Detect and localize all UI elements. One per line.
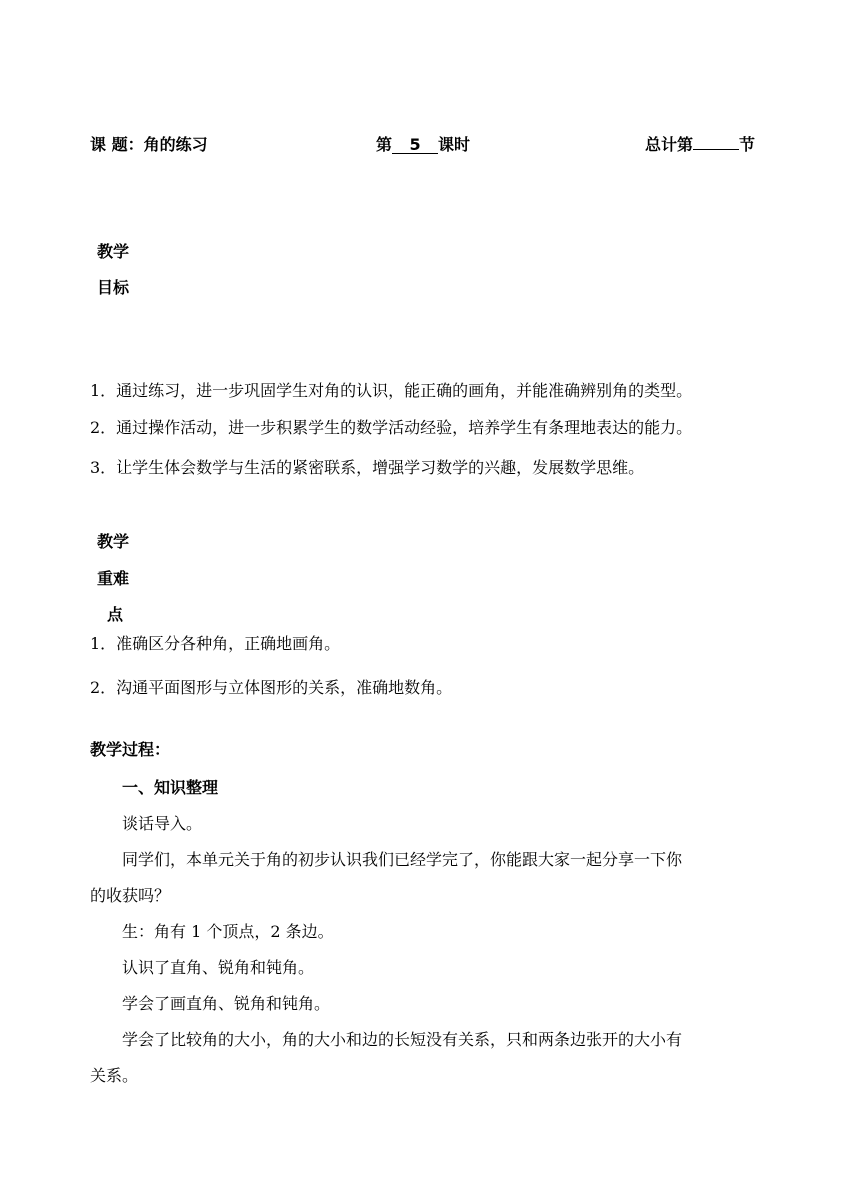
objective-item: 3．让学生体会数学与生活的紧密联系，增强学习数学的兴趣，发展数学思维。 <box>90 458 645 477</box>
teacher-question-line-2: 的收获吗？ <box>90 886 171 905</box>
keypoints-label-2: 重难 <box>97 569 130 588</box>
lesson-number-blank: 5 <box>392 137 438 154</box>
total-prefix: 总计第 <box>645 135 694 154</box>
lesson-prefix: 第 <box>376 135 393 154</box>
objective-item: 2．通过操作活动，进一步积累学生的数学活动经验，培养学生有条理地表达的能力。 <box>90 418 693 437</box>
total-number-blank <box>693 149 739 150</box>
topic-line <box>90 132 208 155</box>
topic-prefix: 课 题： <box>90 135 144 154</box>
process-heading: 教学过程： <box>90 740 171 759</box>
topic-title: 角的练习 <box>143 135 208 154</box>
student-answer-line-2: 关系。 <box>90 1066 139 1085</box>
lesson-number-line <box>376 132 470 155</box>
keypoint-item: 1．准确区分各种角，正确地画角。 <box>90 634 341 653</box>
objectives-label-1: 教学 <box>97 242 130 261</box>
student-answer: 认识了直角、锐角和钝角。 <box>122 958 315 977</box>
keypoints-label-3: 点 <box>107 605 124 624</box>
keypoints-label-1: 教学 <box>97 532 130 551</box>
objectives-label-2: 目标 <box>97 278 130 297</box>
student-answer: 学会了画直角、锐角和钝角。 <box>122 994 331 1013</box>
lesson-suffix: 课时 <box>438 135 471 154</box>
total-count-line <box>645 132 755 155</box>
keypoint-item: 2．沟通平面图形与立体图形的关系，准确地数角。 <box>90 678 453 697</box>
objective-item: 1．通过练习，进一步巩固学生对角的认识，能正确的画角，并能准确辨别角的类型。 <box>90 381 693 400</box>
teacher-question-line-1: 同学们，本单元关于角的初步认识我们已经学完了，你能跟大家一起分享一下你 <box>122 850 683 869</box>
total-suffix: 节 <box>739 135 756 154</box>
section-title: 一、知识整理 <box>122 778 219 797</box>
student-answer: 生：角有 1 个顶点，2 条边。 <box>122 922 334 941</box>
intro-text: 谈话导入。 <box>122 814 203 833</box>
student-answer-line-1: 学会了比较角的大小，角的大小和边的长短没有关系，只和两条边张开的大小有 <box>122 1030 683 1049</box>
